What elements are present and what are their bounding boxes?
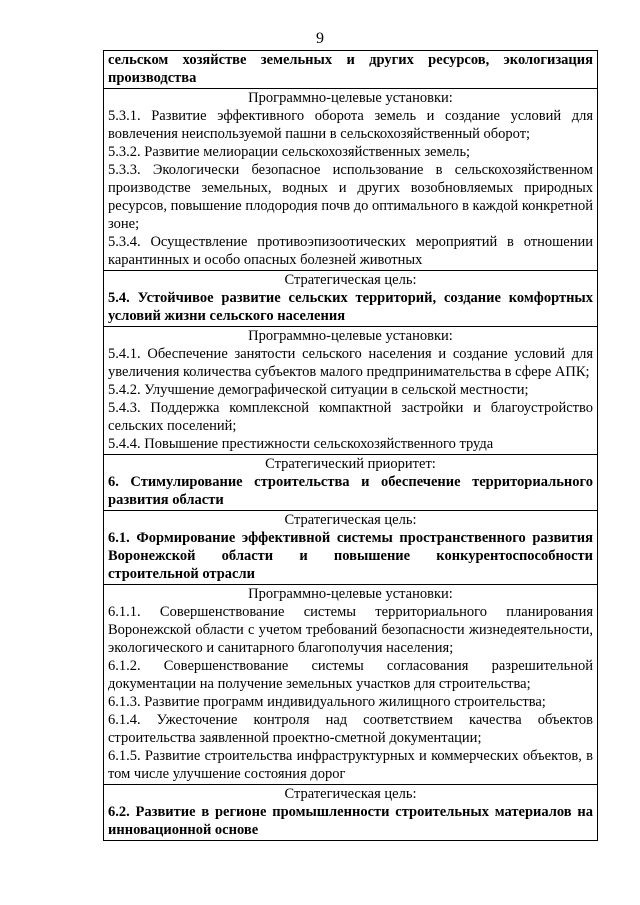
target-item: 5.3.1. Развитие эффективного оборота земель и создание условий для вовлечения неиспользуемой пашни в сельскохозяйственный оборот; xyxy=(108,108,593,142)
targets-heading: Программно-целевые установки: xyxy=(248,328,453,344)
target-item: 5.4.2. Улучшение демографической ситуации в сельской местности; xyxy=(108,382,529,398)
target-item: 6.1.2. Совершенствование системы согласования разрешительной документации на получение земельных участков для строительства; xyxy=(108,658,593,692)
goal-heading: Стратегическая цель: xyxy=(284,512,417,528)
target-item: 5.4.1. Обеспечение занятости сельского населения и создание условий для увеличения количества субъектов малого предпринимательства в сфере АПК; xyxy=(108,346,593,380)
target-item: 6.1.1. Совершенствование системы территориального планирования Воронежской области с учетом требований безопасности жизнедеятельности, экологического и санитарного благополучия населения; xyxy=(108,604,593,656)
goal-heading: Стратегическая цель: xyxy=(284,272,417,288)
target-item: 6.1.4. Ужесточение контроля над соответствием качества объектов строительства заявленной проектно-сметной документации; xyxy=(108,712,593,746)
goal-heading: Стратегическая цель: xyxy=(284,786,417,802)
target-item: 6.1.5. Развитие строительства инфраструктурных и коммерческих объектов, в том числе улучшение состояния дорог xyxy=(108,748,593,782)
targets-block-5-3 xyxy=(104,88,597,270)
priority-block-6 xyxy=(104,454,597,510)
goal-block-6-1 xyxy=(104,510,597,584)
targets-heading: Программно-целевые установки: xyxy=(248,90,453,106)
priority-heading: Стратегический приоритет: xyxy=(265,456,436,472)
goal-text: 5.4. Устойчивое развитие сельских территорий, создание комфортных условий жизни сельского населения xyxy=(108,290,593,324)
target-item: 5.3.2. Развитие мелиорации сельскохозяйственных земель; xyxy=(108,144,471,160)
goal-block-6-2 xyxy=(104,784,597,840)
target-item: 5.4.3. Поддержка комплексной компактной застройки и благоустройство сельских поселений; xyxy=(108,400,593,434)
page-number: 9 xyxy=(316,30,324,47)
targets-block-6-1 xyxy=(104,584,597,784)
goal-continuation-block xyxy=(104,51,597,88)
targets-block-5-4 xyxy=(104,326,597,454)
goal-text: 6.2. Развитие в регионе промышленности строительных материалов на инновационной основе xyxy=(108,804,593,838)
goal-block-5-4 xyxy=(104,270,597,326)
priority-text: 6. Стимулирование строительства и обеспечение территориального развития области xyxy=(108,474,593,508)
goal-continuation-text: сельском хозяйстве земельных и других ресурсов, экологизация производства xyxy=(108,52,593,86)
target-item: 6.1.3. Развитие программ индивидуального жилищного строительства; xyxy=(108,694,546,710)
target-item: 5.4.4. Повышение престижности сельскохозяйственного труда xyxy=(108,436,494,452)
target-item: 5.3.4. Осуществление противоэпизоотических мероприятий в отношении карантинных и особо опасных болезней животных xyxy=(108,234,593,268)
targets-heading: Программно-целевые установки: xyxy=(248,586,453,602)
goal-text: 6.1. Формирование эффективной системы пространственного развития Воронежской области и повышение конкурентоспособности строительной отрасли xyxy=(108,530,593,582)
strategy-table xyxy=(103,50,598,841)
target-item: 5.3.3. Экологически безопасное использование в сельскохозяйственном производстве земельных, водных и других возобновляемых природных ресурсов, повышение плодородия почв до оптимального в каждой конкретной зоне; xyxy=(108,162,593,232)
